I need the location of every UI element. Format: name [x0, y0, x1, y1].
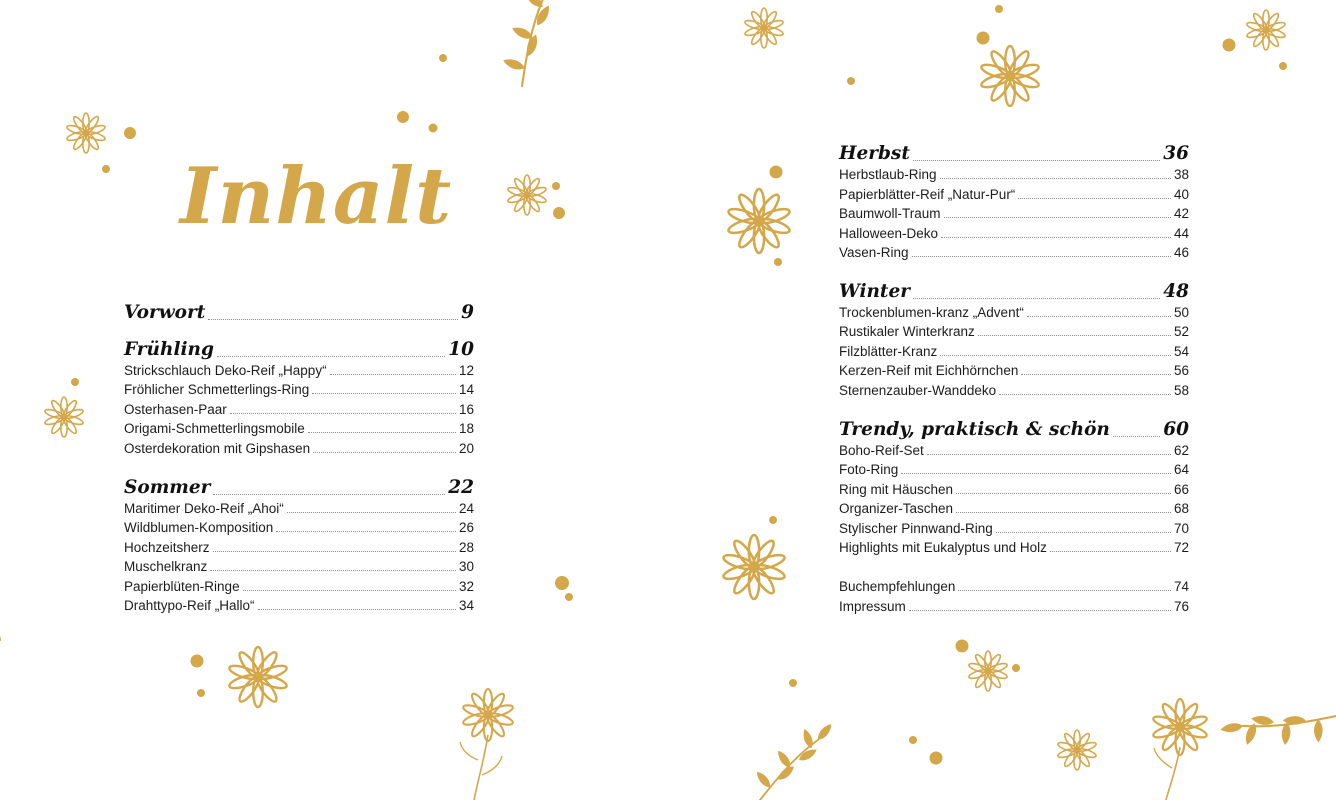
entry-title: Boho-Reif-Set — [839, 443, 924, 458]
toc-entry — [124, 400, 474, 418]
toc-entry — [839, 224, 1189, 242]
entry-title: Maritimer Deko-Reif „Ahoi“ — [124, 501, 284, 516]
toc-entry — [839, 538, 1189, 556]
entry-title: Hochzeitsherz — [124, 540, 210, 555]
dot-leader — [927, 454, 1171, 455]
dot-leader — [312, 393, 456, 394]
section-title: Vorwort — [124, 302, 206, 323]
toc-entry — [839, 519, 1189, 537]
toc-entry — [839, 243, 1189, 261]
toc-entry — [839, 597, 1189, 615]
entry-title: Papierblätter-Reif „Natur-Pur“ — [839, 187, 1016, 202]
toc-entry — [839, 165, 1189, 183]
page-number: 36 — [1163, 143, 1189, 164]
dot-leader — [996, 532, 1171, 533]
toc-entry — [124, 557, 474, 575]
entry-title: Halloween-Deko — [839, 226, 939, 241]
toc-section-heading — [124, 337, 474, 361]
entry-title: Papierblüten-Ringe — [124, 579, 240, 594]
toc-entry — [839, 381, 1189, 399]
page-number: 10 — [448, 339, 474, 360]
toc-entry — [124, 380, 474, 398]
entry-title: Drahttypo-Reif „Hallo“ — [124, 598, 255, 613]
entry-title: Organizer-Taschen — [839, 501, 954, 516]
entry-title: Baumwoll-Traum — [839, 206, 941, 221]
dot-leader — [230, 413, 456, 414]
dot-leader — [978, 335, 1171, 336]
toc-section-heading — [839, 279, 1189, 303]
dot-leader — [213, 551, 456, 552]
dot-leader — [208, 319, 458, 320]
page-number: 38 — [1173, 167, 1189, 182]
dot-leader — [308, 432, 456, 433]
toc-section-heading — [124, 475, 474, 499]
page-number: 56 — [1173, 363, 1189, 378]
entry-title: Muschelkranz — [124, 559, 208, 574]
page-number: 60 — [1163, 419, 1189, 440]
entry-title: Origami-Schmetterlingsmobile — [124, 421, 305, 436]
toc-section-heading — [124, 300, 474, 324]
page-number: 44 — [1173, 226, 1189, 241]
entry-title: Herbstlaub-Ring — [839, 167, 937, 182]
page-number: 76 — [1173, 599, 1189, 614]
page-number: 48 — [1163, 281, 1189, 302]
dot-leader — [258, 609, 456, 610]
toc-entry — [124, 518, 474, 536]
toc-entry — [124, 419, 474, 437]
toc-entry — [839, 204, 1189, 222]
dot-leader — [213, 494, 445, 495]
dot-leader — [940, 178, 1171, 179]
page-number: 20 — [458, 441, 474, 456]
page-number: 22 — [448, 477, 474, 498]
entry-title: Strickschlauch Deko-Reif „Happy“ — [124, 363, 327, 378]
page-number: 70 — [1173, 521, 1189, 536]
dot-leader — [1113, 436, 1160, 437]
section-title: Winter — [839, 281, 910, 302]
page-number: 34 — [458, 598, 474, 613]
toc-entry — [839, 185, 1189, 203]
entry-title: Sternenzauber-Wanddeko — [839, 383, 997, 398]
page-number: 46 — [1173, 245, 1189, 260]
dot-leader — [944, 217, 1171, 218]
page-number: 30 — [458, 559, 474, 574]
page-number: 66 — [1173, 482, 1189, 497]
toc-entry — [839, 303, 1189, 321]
page-number: 68 — [1173, 501, 1189, 516]
dot-leader — [313, 452, 456, 453]
entry-title: Trockenblumen-kranz „Advent“ — [839, 305, 1024, 320]
toc-entry — [124, 361, 474, 379]
page-number: 50 — [1173, 305, 1189, 320]
toc-entry — [839, 480, 1189, 498]
entry-title: Buchempfehlungen — [839, 579, 956, 594]
page-number: 12 — [458, 363, 474, 378]
dot-leader — [1027, 316, 1171, 317]
page-number: 40 — [1173, 187, 1189, 202]
dot-leader — [912, 256, 1171, 257]
section-title: Sommer — [124, 477, 211, 498]
entry-title: Wildblumen-Komposition — [124, 520, 274, 535]
dot-leader — [243, 590, 456, 591]
dot-leader — [217, 356, 445, 357]
section-title: Trendy, praktisch & schön — [839, 419, 1110, 440]
toc-entry — [839, 441, 1189, 459]
toc-section-heading — [839, 417, 1189, 441]
dot-leader — [913, 160, 1160, 161]
entry-title: Ring mit Häuschen — [839, 482, 954, 497]
dot-leader — [1021, 374, 1171, 375]
page-number: 42 — [1173, 206, 1189, 221]
dot-leader — [330, 374, 456, 375]
entry-title: Filzblätter-Kranz — [839, 344, 938, 359]
page-number: 18 — [458, 421, 474, 436]
toc-entry — [839, 499, 1189, 517]
page-number: 24 — [458, 501, 474, 516]
entry-title: Osterdekoration mit Gipshasen — [124, 441, 311, 456]
entry-title: Fröhlicher Schmetterlings-Ring — [124, 382, 310, 397]
page-number: 58 — [1173, 383, 1189, 398]
entry-title: Vasen-Ring — [839, 245, 909, 260]
page-number: 54 — [1173, 344, 1189, 359]
toc-section-heading — [839, 141, 1189, 165]
entry-title: Osterhasen-Paar — [124, 402, 227, 417]
toc-entry — [839, 460, 1189, 478]
toc-entry — [124, 499, 474, 517]
dot-leader — [1050, 551, 1171, 552]
dot-leader — [909, 610, 1171, 611]
page-title: Inhalt — [180, 151, 453, 242]
toc-entry — [839, 577, 1189, 595]
dot-leader — [999, 394, 1171, 395]
toc-entry — [839, 342, 1189, 360]
toc-entry — [124, 577, 474, 595]
section-title: Frühling — [124, 339, 214, 360]
dot-leader — [913, 298, 1160, 299]
dot-leader — [940, 355, 1171, 356]
entry-title: Rustikaler Winterkranz — [839, 324, 975, 339]
dot-leader — [901, 473, 1171, 474]
entry-title: Impressum — [839, 599, 906, 614]
page-number: 62 — [1173, 443, 1189, 458]
page-number: 74 — [1173, 579, 1189, 594]
dot-leader — [958, 590, 1171, 591]
page-number: 26 — [458, 520, 474, 535]
page-number: 28 — [458, 540, 474, 555]
dot-leader — [956, 512, 1171, 513]
entry-title: Foto-Ring — [839, 462, 899, 477]
section-title: Herbst — [839, 143, 910, 164]
toc-entry — [124, 538, 474, 556]
dot-leader — [941, 237, 1171, 238]
page-number: 14 — [458, 382, 474, 397]
page-number: 9 — [461, 302, 474, 323]
page-number: 52 — [1173, 324, 1189, 339]
page-number: 64 — [1173, 462, 1189, 477]
toc-entry — [124, 596, 474, 614]
dot-leader — [276, 531, 456, 532]
entry-title: Kerzen-Reif mit Eichhörnchen — [839, 363, 1019, 378]
entry-title: Highlights mit Eukalyptus und Holz — [839, 540, 1047, 555]
dot-leader — [1018, 198, 1171, 199]
dot-leader — [956, 493, 1171, 494]
toc-entry — [839, 361, 1189, 379]
page-number: 32 — [458, 579, 474, 594]
page-number: 16 — [458, 402, 474, 417]
entry-title: Stylischer Pinnwand-Ring — [839, 521, 993, 536]
dot-leader — [287, 512, 456, 513]
toc-entry — [124, 439, 474, 457]
page-number: 72 — [1173, 540, 1189, 555]
dot-leader — [210, 570, 456, 571]
toc-entry — [839, 322, 1189, 340]
